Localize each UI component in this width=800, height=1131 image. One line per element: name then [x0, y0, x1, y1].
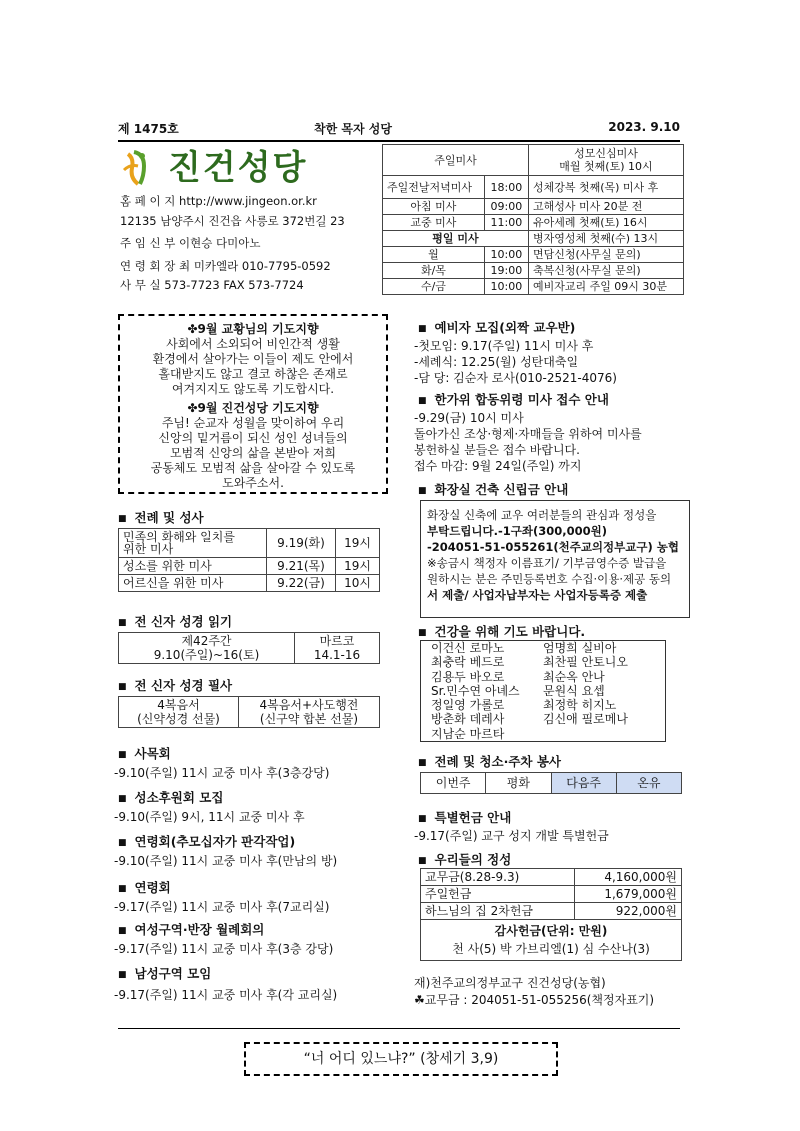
homepage-line: 홈 페 이 지 http://www.jingeon.or.kr — [120, 194, 317, 208]
reading-table — [118, 632, 380, 664]
toilet-fund-line: ※송금시 책정자 이름표기/ 기부금영수증 발급을 — [427, 556, 667, 570]
issue-number: 제 1475호 — [118, 122, 179, 136]
intention-line: 도와주소서. — [222, 476, 284, 490]
copy-option: 4복음서 (신약성경 선물) — [119, 697, 239, 728]
table-row — [421, 903, 682, 920]
mass-day: 수/금 — [383, 279, 485, 295]
catechumen-line: -담 당: 김순자 로사(010-2521-4076) — [414, 371, 617, 385]
footer-divider — [118, 1028, 680, 1029]
liturgy-time: 10시 — [336, 575, 380, 592]
copy-section-title: ■ 전 신자 성경 필사 — [118, 676, 232, 694]
notice-detail: -9.10(주일) 9시, 11시 교중 미사 후 — [114, 810, 305, 824]
liturgy-name: 성소를 위한 미사 — [119, 558, 267, 575]
thanks-title: 감사헌금(단위: 만원) — [494, 924, 608, 938]
parish-title: 착한 목자 성당 — [314, 122, 392, 136]
mass-note: 예비자교리 주일 09시 30분 — [528, 279, 683, 295]
prayer-name: 지남순 마르타 — [431, 726, 505, 741]
intention-line: 신앙의 밑거름이 되신 성인 성녀들의 — [158, 431, 348, 445]
table-row — [119, 575, 380, 592]
mass-name: 주일전날저녁미사 — [383, 176, 485, 199]
duty-label: 이번주 — [421, 773, 486, 794]
table-row — [383, 279, 684, 295]
notice-title: ■ 여성구역·반장 월례회의 — [118, 920, 264, 938]
intention-line: 모범적 신앙의 삶을 본받아 저희 — [170, 446, 336, 460]
reading-week: 제42주간 9.10(주일)~16(토) — [119, 633, 295, 664]
table-row — [383, 199, 684, 215]
list-item — [431, 727, 665, 741]
prayer-name: 김신애 필로메나 — [543, 712, 628, 727]
mass-note: 성체강복 첫째(목) 미사 후 — [528, 176, 683, 199]
mass-time: 09:00 — [484, 199, 528, 215]
catechumen-title: ■ 예비자 모집(외짝 교우반) — [418, 318, 575, 336]
offering-name: 주일헌금 — [421, 886, 575, 903]
mass-day: 월 — [383, 247, 485, 263]
reading-book: 마르코 14.1-16 — [294, 633, 379, 664]
list-item — [431, 698, 665, 712]
mass-time: 18:00 — [484, 176, 528, 199]
table-row — [383, 215, 684, 231]
notice-detail: -9.17(주일) 11시 교중 미사 후(각 교리실) — [114, 988, 338, 1002]
liturgy-date: 9.21(목) — [266, 558, 335, 575]
marian-title: 성모신심미사 — [574, 147, 638, 160]
mass-time: 11:00 — [484, 215, 528, 231]
intention-line: 홀대받지도 않고 결코 하찮은 존재로 — [158, 367, 348, 381]
offering-name: 교무금(8.28-9.3) — [421, 869, 575, 886]
joint-mass-title: ■ 한가위 합동위령 미사 접수 안내 — [418, 390, 609, 408]
logo-text: 진건성당 — [168, 148, 308, 188]
notice-title: ■ 성소후원회 모집 — [118, 788, 223, 806]
intention-line: 주님! 순교자 성월을 맞이하여 우리 — [161, 416, 345, 430]
duty-table — [420, 772, 682, 794]
liturgy-time: 19시 — [336, 529, 380, 558]
reading-section-title: ■ 전 신자 성경 읽기 — [118, 612, 232, 630]
prayer-name: 최정학 히지노 — [543, 698, 617, 713]
prayer-name: 최순옥 안나 — [543, 669, 605, 684]
offering-amount: 1,679,000원 — [574, 886, 681, 903]
pastor-line: 주 임 신 부 이현승 다미아노 — [120, 236, 261, 250]
catechumen-line: -첫모임: 9.17(주일) 11시 미사 후 — [414, 339, 594, 353]
liturgy-date: 9.22(금) — [266, 575, 335, 592]
special-offering-title: ■ 특별헌금 안내 — [418, 808, 511, 826]
office-line: 사 무 실 573-7723 FAX 573-7724 — [120, 278, 304, 292]
notice-detail: -9.17(주일) 11시 교중 미사 후(7교리실) — [114, 900, 330, 914]
prayer-name: 문원식 요셉 — [543, 683, 605, 698]
mass-note: 축복신청(사무실 문의) — [528, 263, 683, 279]
mass-note: 유아세례 첫째(토) 16시 — [528, 215, 683, 231]
copy-option: 4복음서+사도행전 (신구약 합본 선물) — [238, 697, 379, 728]
liturgy-table — [118, 528, 380, 592]
notice-title: ■ 연령회(추모십자가 판각작업) — [118, 832, 295, 850]
table-row — [421, 869, 682, 886]
list-item — [431, 641, 665, 655]
notice-detail: -9.17(주일) 11시 교중 미사 후(3층 강당) — [114, 942, 334, 956]
prayer-name: 정일영 가롤로 — [431, 698, 505, 713]
mass-schedule-table — [382, 144, 684, 295]
joint-mass-line: -9.29(금) 10시 미사 — [414, 411, 524, 425]
mass-note: 고해성사 미사 20분 전 — [528, 199, 683, 215]
list-item — [431, 670, 665, 684]
table-row — [421, 886, 682, 903]
mass-name: 교중 미사 — [383, 215, 485, 231]
table-row — [383, 263, 684, 279]
prayer-list-title: ■ 건강을 위해 기도 바랍니다. — [418, 622, 585, 640]
parish-intention-title: ✤9월 진건성당 기도지향 — [187, 401, 319, 415]
duty-title: ■ 전례 및 청소·주차 봉사 — [418, 752, 561, 770]
bank-line: 재)천주교의정부교구 진건성당(농협) — [414, 976, 606, 990]
weekday-mass-header: 평일 미사 — [383, 231, 529, 247]
intention-line: 사회에서 소외되어 비인간적 생활 — [166, 337, 340, 351]
pope-intention-title: ✤9월 교황님의 기도지향 — [187, 322, 319, 336]
toilet-fund-line: 원하시는 분은 주민등록번호 수집·이용·제공 동의 — [427, 572, 672, 586]
offering-title: ■ 우리들의 정성 — [418, 850, 511, 868]
mass-note: 면담신청(사무실 문의) — [528, 247, 683, 263]
notice-title: ■ 남성구역 모임 — [118, 964, 211, 982]
chair-line: 연 령 회 장 최 미카엘라 010-7795-0592 — [120, 259, 331, 273]
prayer-name: 최충락 베드로 — [431, 655, 505, 670]
prayer-intention-box — [118, 314, 388, 494]
mass-time: 19:00 — [484, 263, 528, 279]
toilet-fund-line: 화장실 신축에 교우 여러분들의 관심과 정성을 — [427, 508, 657, 522]
mass-name: 아침 미사 — [383, 199, 485, 215]
offering-amount: 922,000원 — [574, 903, 681, 920]
mass-time: 10:00 — [484, 279, 528, 295]
mass-day: 화/목 — [383, 263, 485, 279]
notice-title: ■ 사목회 — [118, 744, 171, 762]
thanks-names: 천 사(5) 박 가브리엘(1) 심 수산나(3) — [452, 942, 650, 956]
notice-title: ■ 연령회 — [118, 878, 171, 896]
bank-account-line: ☘교무금 : 204051-51-055256(책정자표기) — [414, 993, 655, 1007]
prayer-name: 이건신 로마노 — [431, 641, 505, 655]
duty-value: 평화 — [486, 773, 551, 794]
prayer-name: 김용두 바오로 — [431, 669, 505, 684]
special-offering-line: -9.17(주일) 교구 성지 개발 특별헌금 — [414, 829, 609, 843]
thanks-offering — [421, 920, 682, 961]
toilet-account: -204051-51-055261(천주교의정부교구) 농협 — [427, 540, 679, 554]
parish-logo-icon — [120, 148, 160, 188]
intention-line: 여겨지지도 않도록 기도합시다. — [171, 382, 335, 396]
prayer-list-box — [420, 640, 666, 742]
mass-header-sunday: 주일미사 — [383, 145, 529, 176]
header-bar — [118, 118, 680, 142]
toilet-fund-line: 부탁드립니다.-1구좌(300,000원) — [427, 524, 608, 538]
joint-mass-line: 돌아가신 조상·형제·자매들을 위하여 미사를 — [414, 427, 642, 441]
liturgy-section-title: ■ 전례 및 성사 — [118, 508, 204, 526]
prayer-name: Sr.민수연 아녜스 — [431, 683, 520, 698]
notice-detail: -9.10(주일) 11시 교중 미사 후(3층강당) — [114, 766, 330, 780]
duty-label: 다음주 — [551, 773, 616, 794]
joint-mass-line: 접수 마감: 9월 24일(주일) 까지 — [414, 459, 582, 473]
list-item — [431, 684, 665, 698]
offering-table — [420, 868, 682, 961]
offering-name: 하느님의 집 2차헌금 — [421, 903, 575, 920]
intention-line: 공동체도 모범적 삶을 살아갈 수 있도록 — [150, 461, 356, 475]
prayer-name: 엄명희 실비아 — [543, 641, 617, 655]
address-line: 12135 남양주시 진건읍 사릉로 372번길 23 — [120, 214, 345, 228]
prayer-name: 최찬필 안토니오 — [543, 655, 628, 670]
toilet-fund-box — [420, 500, 690, 618]
copy-table — [118, 696, 380, 728]
list-item — [431, 712, 665, 726]
notice-detail: -9.10(주일) 11시 교중 미사 후(만남의 방) — [114, 854, 338, 868]
prayer-name: 방춘화 데레사 — [431, 712, 505, 727]
weekday-note: 병자영성체 첫째(수) 13시 — [528, 231, 683, 247]
list-item — [431, 655, 665, 669]
marian-note: 매월 첫째(토) 10시 — [559, 160, 653, 173]
scripture-quote: “너 어디 있느냐?” (창세기 3,9) — [244, 1042, 558, 1076]
mass-time: 10:00 — [484, 247, 528, 263]
table-row — [383, 176, 684, 199]
intention-line: 환경에서 살아가는 이들이 제도 안에서 — [152, 352, 354, 366]
parish-logo — [120, 148, 380, 190]
toilet-fund-title: ■ 화장실 건축 신립금 안내 — [418, 480, 568, 498]
mass-header-marian — [528, 145, 683, 176]
issue-date: 2023. 9.10 — [608, 120, 680, 134]
joint-mass-line: 봉헌하실 분들은 접수 바랍니다. — [414, 443, 580, 457]
duty-value: 온유 — [616, 773, 681, 794]
liturgy-name: 민족의 화해와 일치를 위한 미사 — [119, 529, 267, 558]
liturgy-name: 어르신을 위한 미사 — [119, 575, 267, 592]
catechumen-line: -세례식: 12.25(월) 성탄대축일 — [414, 355, 579, 369]
liturgy-time: 19시 — [336, 558, 380, 575]
offering-amount: 4,160,000원 — [574, 869, 681, 886]
table-row — [119, 558, 380, 575]
toilet-fund-line: 서 제출/ 사업자납부자는 사업자등록증 제출 — [427, 588, 648, 602]
table-row — [383, 247, 684, 263]
liturgy-date: 9.19(화) — [266, 529, 335, 558]
table-row — [119, 529, 380, 558]
